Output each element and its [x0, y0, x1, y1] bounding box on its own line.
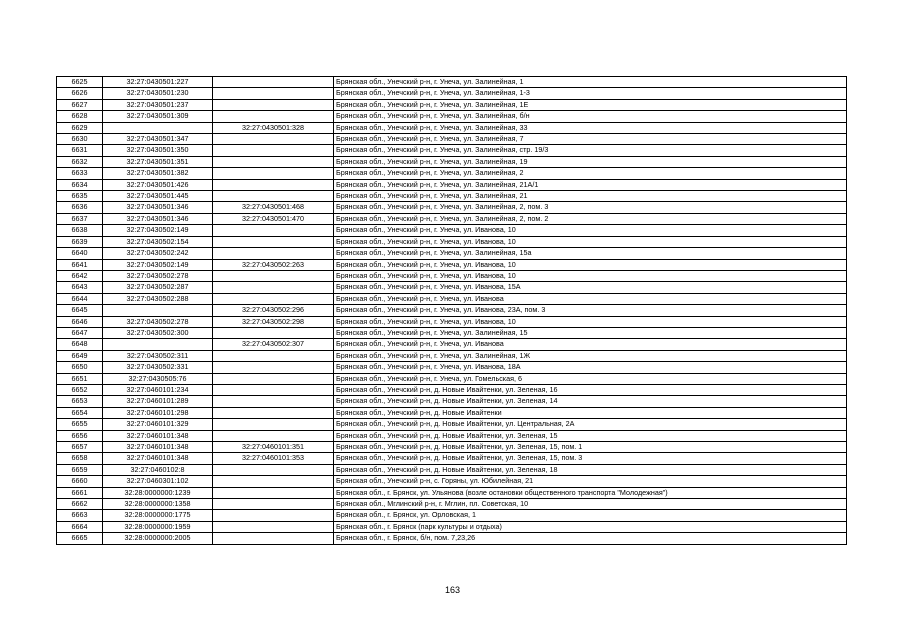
related-cadastral-number-cell	[213, 327, 334, 338]
address-cell: Брянская обл., Унечский р-н, г. Унеча, ул. Залинейная, 2	[334, 168, 847, 179]
related-cadastral-number-cell	[213, 236, 334, 247]
table-row	[57, 225, 847, 236]
cadastral-number-cell: 32:27:0430501:346	[103, 213, 213, 224]
cadastral-number-cell: 32:27:0430505:76	[103, 373, 213, 384]
related-cadastral-number-cell	[213, 282, 334, 293]
row-number-cell: 6658	[57, 453, 103, 464]
address-cell: Брянская обл., Унечский р-н, г. Унеча, ул. Иванова, 10	[334, 236, 847, 247]
row-number-cell: 6629	[57, 122, 103, 133]
cadastral-number-cell: 32:27:0430501:347	[103, 134, 213, 145]
related-cadastral-number-cell	[213, 430, 334, 441]
address-cell: Брянская обл., Унечский р-н, г. Унеча, ул. Залинейная, 1-3	[334, 88, 847, 99]
cadastral-number-cell: 32:27:0430502:278	[103, 316, 213, 327]
cadastral-number-cell: 32:27:0430501:230	[103, 88, 213, 99]
address-cell: Брянская обл., Мглинский р-н, г. Мглин, пл. Советская, 10	[334, 499, 847, 510]
cadastral-number-cell: 32:27:0460101:298	[103, 407, 213, 418]
address-cell: Брянская обл., Унечский р-н, г. Унеча, ул. Иванова	[334, 339, 847, 350]
cadastral-number-cell: 32:27:0430501:237	[103, 99, 213, 110]
table-row	[57, 179, 847, 190]
cadastral-number-cell: 32:27:0430501:445	[103, 191, 213, 202]
related-cadastral-number-cell: 32:27:0460101:353	[213, 453, 334, 464]
related-cadastral-number-cell	[213, 419, 334, 430]
table-row	[57, 77, 847, 88]
related-cadastral-number-cell: 32:27:0430502:263	[213, 259, 334, 270]
address-cell: Брянская обл., Унечский р-н, г. Унеча, ул. Залинейная, 15а	[334, 248, 847, 259]
address-cell: Брянская обл., Унечский р-н, г. Унеча, ул. Гомельская, 6	[334, 373, 847, 384]
row-number-cell: 6656	[57, 430, 103, 441]
related-cadastral-number-cell	[213, 134, 334, 145]
address-cell: Брянская обл., Унечский р-н, д. Новые Ивайтенки, ул. Зеленая, 14	[334, 396, 847, 407]
related-cadastral-number-cell	[213, 362, 334, 373]
row-number-cell: 6661	[57, 487, 103, 498]
related-cadastral-number-cell: 32:27:0430502:307	[213, 339, 334, 350]
address-cell: Брянская обл., Унечский р-н, г. Унеча, ул. Залинейная, 21	[334, 191, 847, 202]
address-cell: Брянская обл., Унечский р-н, г. Унеча, ул. Иванова, 10	[334, 270, 847, 281]
row-number-cell: 6631	[57, 145, 103, 156]
cadastral-number-cell: 32:27:0460101:348	[103, 430, 213, 441]
address-cell: Брянская обл., г. Брянск, б/н, пом. 7,23,26	[334, 533, 847, 544]
row-number-cell: 6625	[57, 77, 103, 88]
row-number-cell: 6644	[57, 293, 103, 304]
table-row	[57, 111, 847, 122]
related-cadastral-number-cell	[213, 499, 334, 510]
row-number-cell: 6652	[57, 384, 103, 395]
cadastral-number-cell: 32:27:0430502:149	[103, 259, 213, 270]
row-number-cell: 6663	[57, 510, 103, 521]
table-row	[57, 259, 847, 270]
related-cadastral-number-cell	[213, 270, 334, 281]
table-row	[57, 396, 847, 407]
cadastral-number-cell	[103, 122, 213, 133]
cadastral-number-cell: 32:27:0430501:227	[103, 77, 213, 88]
related-cadastral-number-cell: 32:27:0460101:351	[213, 442, 334, 453]
cadastral-number-cell: 32:27:0430501:309	[103, 111, 213, 122]
address-cell: Брянская обл., Унечский р-н, д. Новые Ивайтенки	[334, 407, 847, 418]
cadastral-number-cell: 32:27:0460101:348	[103, 442, 213, 453]
registry-table-body	[57, 77, 847, 545]
cadastral-number-cell: 32:27:0460101:289	[103, 396, 213, 407]
cadastral-number-cell: 32:28:0000000:1358	[103, 499, 213, 510]
cadastral-number-cell: 32:28:0000000:2005	[103, 533, 213, 544]
cadastral-number-cell: 32:27:0430501:351	[103, 156, 213, 167]
related-cadastral-number-cell	[213, 248, 334, 259]
row-number-cell: 6657	[57, 442, 103, 453]
table-row	[57, 88, 847, 99]
row-number-cell: 6664	[57, 521, 103, 532]
table-row	[57, 442, 847, 453]
address-cell: Брянская обл., Унечский р-н, г. Унеча, ул. Залинейная, 7	[334, 134, 847, 145]
row-number-cell: 6648	[57, 339, 103, 350]
table-row	[57, 499, 847, 510]
related-cadastral-number-cell	[213, 384, 334, 395]
cadastral-number-cell: 32:27:0460101:234	[103, 384, 213, 395]
related-cadastral-number-cell	[213, 407, 334, 418]
table-row	[57, 521, 847, 532]
related-cadastral-number-cell	[213, 533, 334, 544]
registry-table	[56, 76, 847, 545]
table-row	[57, 145, 847, 156]
cadastral-number-cell	[103, 305, 213, 316]
cadastral-number-cell: 32:27:0430502:278	[103, 270, 213, 281]
row-number-cell: 6637	[57, 213, 103, 224]
row-number-cell: 6650	[57, 362, 103, 373]
table-row	[57, 384, 847, 395]
row-number-cell: 6646	[57, 316, 103, 327]
cadastral-number-cell: 32:27:0430501:350	[103, 145, 213, 156]
related-cadastral-number-cell: 32:27:0430501:468	[213, 202, 334, 213]
cadastral-number-cell: 32:27:0460101:348	[103, 453, 213, 464]
table-row	[57, 430, 847, 441]
table-row	[57, 350, 847, 361]
related-cadastral-number-cell	[213, 293, 334, 304]
address-cell: Брянская обл., Унечский р-н, д. Новые Ивайтенки, ул. Центральная, 2А	[334, 419, 847, 430]
address-cell: Брянская обл., Унечский р-н, с. Горяны, ул. Юбилейная, 21	[334, 476, 847, 487]
row-number-cell: 6627	[57, 99, 103, 110]
row-number-cell: 6655	[57, 419, 103, 430]
row-number-cell: 6651	[57, 373, 103, 384]
address-cell: Брянская обл., Унечский р-н, г. Унеча, ул. Залинейная, 15	[334, 327, 847, 338]
table-row	[57, 282, 847, 293]
cadastral-number-cell: 32:27:0430501:426	[103, 179, 213, 190]
address-cell: Брянская обл., Унечский р-н, г. Унеча, ул. Залинейная, 2, пом. 2	[334, 213, 847, 224]
cadastral-number-cell: 32:27:0430502:154	[103, 236, 213, 247]
table-row	[57, 293, 847, 304]
cadastral-number-cell: 32:27:0430501:382	[103, 168, 213, 179]
row-number-cell: 6626	[57, 88, 103, 99]
cadastral-number-cell: 32:27:0430502:287	[103, 282, 213, 293]
address-cell: Брянская обл., Унечский р-н, г. Унеча, ул. Залинейная, 1Е	[334, 99, 847, 110]
address-cell: Брянская обл., Унечский р-н, д. Новые Ивайтенки, ул. Зеленая, 15, пом. 3	[334, 453, 847, 464]
table-row	[57, 407, 847, 418]
row-number-cell: 6647	[57, 327, 103, 338]
related-cadastral-number-cell	[213, 350, 334, 361]
table-row	[57, 213, 847, 224]
table-row	[57, 362, 847, 373]
related-cadastral-number-cell	[213, 111, 334, 122]
table-row	[57, 373, 847, 384]
row-number-cell: 6636	[57, 202, 103, 213]
row-number-cell: 6641	[57, 259, 103, 270]
related-cadastral-number-cell	[213, 225, 334, 236]
table-row	[57, 99, 847, 110]
cadastral-number-cell: 32:28:0000000:1775	[103, 510, 213, 521]
row-number-cell: 6632	[57, 156, 103, 167]
address-cell: Брянская обл., Унечский р-н, г. Унеча, ул. Иванова, 10	[334, 316, 847, 327]
row-number-cell: 6654	[57, 407, 103, 418]
related-cadastral-number-cell	[213, 476, 334, 487]
related-cadastral-number-cell	[213, 464, 334, 475]
address-cell: Брянская обл., Унечский р-н, д. Новые Ивайтенки, ул. Зеленая, 16	[334, 384, 847, 395]
row-number-cell: 6643	[57, 282, 103, 293]
cadastral-number-cell: 32:27:0460101:329	[103, 419, 213, 430]
row-number-cell: 6635	[57, 191, 103, 202]
row-number-cell: 6659	[57, 464, 103, 475]
table-row	[57, 464, 847, 475]
address-cell: Брянская обл., Унечский р-н, г. Унеча, ул. Залинейная, 1Ж	[334, 350, 847, 361]
related-cadastral-number-cell	[213, 191, 334, 202]
row-number-cell: 6642	[57, 270, 103, 281]
table-row	[57, 270, 847, 281]
table-row	[57, 236, 847, 247]
table-row	[57, 316, 847, 327]
related-cadastral-number-cell: 32:27:0430502:298	[213, 316, 334, 327]
table-row	[57, 156, 847, 167]
row-number-cell: 6628	[57, 111, 103, 122]
related-cadastral-number-cell	[213, 487, 334, 498]
address-cell: Брянская обл., Унечский р-н, г. Унеча, ул. Залинейная, стр. 19/3	[334, 145, 847, 156]
address-cell: Брянская обл., Унечский р-н, г. Унеча, ул. Залинейная, 21А/1	[334, 179, 847, 190]
address-cell: Брянская обл., Унечский р-н, д. Новые Ивайтенки, ул. Зеленая, 15	[334, 430, 847, 441]
table-row	[57, 487, 847, 498]
related-cadastral-number-cell	[213, 88, 334, 99]
table-row	[57, 453, 847, 464]
table-row	[57, 202, 847, 213]
cadastral-number-cell: 32:28:0000000:1959	[103, 521, 213, 532]
table-row	[57, 122, 847, 133]
cadastral-number-cell: 32:27:0430502:331	[103, 362, 213, 373]
table-row	[57, 134, 847, 145]
related-cadastral-number-cell	[213, 156, 334, 167]
cadastral-number-cell: 32:27:0430502:300	[103, 327, 213, 338]
row-number-cell: 6634	[57, 179, 103, 190]
related-cadastral-number-cell	[213, 179, 334, 190]
table-row	[57, 533, 847, 544]
cadastral-number-cell: 32:27:0430501:346	[103, 202, 213, 213]
table-row	[57, 168, 847, 179]
table-row	[57, 339, 847, 350]
row-number-cell: 6630	[57, 134, 103, 145]
address-cell: Брянская обл., Унечский р-н, г. Унеча, ул. Иванова, 10	[334, 259, 847, 270]
row-number-cell: 6639	[57, 236, 103, 247]
related-cadastral-number-cell: 32:27:0430502:296	[213, 305, 334, 316]
table-row	[57, 327, 847, 338]
page-number: 163	[444, 585, 461, 595]
row-number-cell: 6662	[57, 499, 103, 510]
cadastral-number-cell: 32:27:0460301:102	[103, 476, 213, 487]
row-number-cell: 6653	[57, 396, 103, 407]
related-cadastral-number-cell	[213, 521, 334, 532]
table-row	[57, 419, 847, 430]
cadastral-number-cell: 32:27:0430502:311	[103, 350, 213, 361]
address-cell: Брянская обл., Унечский р-н, г. Унеча, ул. Залинейная, 33	[334, 122, 847, 133]
cadastral-number-cell: 32:27:0460102:8	[103, 464, 213, 475]
address-cell: Брянская обл., Унечский р-н, г. Унеча, ул. Залинейная, 1	[334, 77, 847, 88]
table-row	[57, 510, 847, 521]
row-number-cell: 6638	[57, 225, 103, 236]
address-cell: Брянская обл., Унечский р-н, г. Унеча, ул. Иванова, 15А	[334, 282, 847, 293]
row-number-cell: 6660	[57, 476, 103, 487]
related-cadastral-number-cell	[213, 510, 334, 521]
related-cadastral-number-cell	[213, 99, 334, 110]
table-row	[57, 305, 847, 316]
related-cadastral-number-cell	[213, 396, 334, 407]
address-cell: Брянская обл., Унечский р-н, д. Новые Ивайтенки, ул. Зеленая, 18	[334, 464, 847, 475]
cadastral-number-cell: 32:27:0430502:149	[103, 225, 213, 236]
address-cell: Брянская обл., Унечский р-н, г. Унеча, ул. Иванова, 23А, пом. 3	[334, 305, 847, 316]
related-cadastral-number-cell	[213, 77, 334, 88]
row-number-cell: 6665	[57, 533, 103, 544]
related-cadastral-number-cell: 32:27:0430501:328	[213, 122, 334, 133]
address-cell: Брянская обл., г. Брянск (парк культуры и отдыха)	[334, 521, 847, 532]
row-number-cell: 6640	[57, 248, 103, 259]
table-row	[57, 191, 847, 202]
address-cell: Брянская обл., г. Брянск, ул. Орловская, 1	[334, 510, 847, 521]
related-cadastral-number-cell	[213, 373, 334, 384]
address-cell: Брянская обл., Унечский р-н, г. Унеча, ул. Иванова	[334, 293, 847, 304]
cadastral-number-cell	[103, 339, 213, 350]
address-cell: Брянская обл., г. Брянск, ул. Ульянова (возле остановки общественного транспорта "Молодежная")	[334, 487, 847, 498]
address-cell: Брянская обл., Унечский р-н, д. Новые Ивайтенки, ул. Зеленая, 15, пом. 1	[334, 442, 847, 453]
related-cadastral-number-cell	[213, 145, 334, 156]
row-number-cell: 6633	[57, 168, 103, 179]
related-cadastral-number-cell	[213, 168, 334, 179]
row-number-cell: 6645	[57, 305, 103, 316]
row-number-cell: 6649	[57, 350, 103, 361]
cadastral-number-cell: 32:27:0430502:242	[103, 248, 213, 259]
table-row	[57, 476, 847, 487]
address-cell: Брянская обл., Унечский р-н, г. Унеча, ул. Иванова, 18А	[334, 362, 847, 373]
address-cell: Брянская обл., Унечский р-н, г. Унеча, ул. Залинейная, 2, пом. 3	[334, 202, 847, 213]
table-row	[57, 248, 847, 259]
address-cell: Брянская обл., Унечский р-н, г. Унеча, ул. Иванова, 10	[334, 225, 847, 236]
address-cell: Брянская обл., Унечский р-н, г. Унеча, ул. Залинейная, 19	[334, 156, 847, 167]
address-cell: Брянская обл., Унечский р-н, г. Унеча, ул. Залинейная, б/н	[334, 111, 847, 122]
cadastral-number-cell: 32:28:0000000:1239	[103, 487, 213, 498]
cadastral-number-cell: 32:27:0430502:288	[103, 293, 213, 304]
related-cadastral-number-cell: 32:27:0430501:470	[213, 213, 334, 224]
